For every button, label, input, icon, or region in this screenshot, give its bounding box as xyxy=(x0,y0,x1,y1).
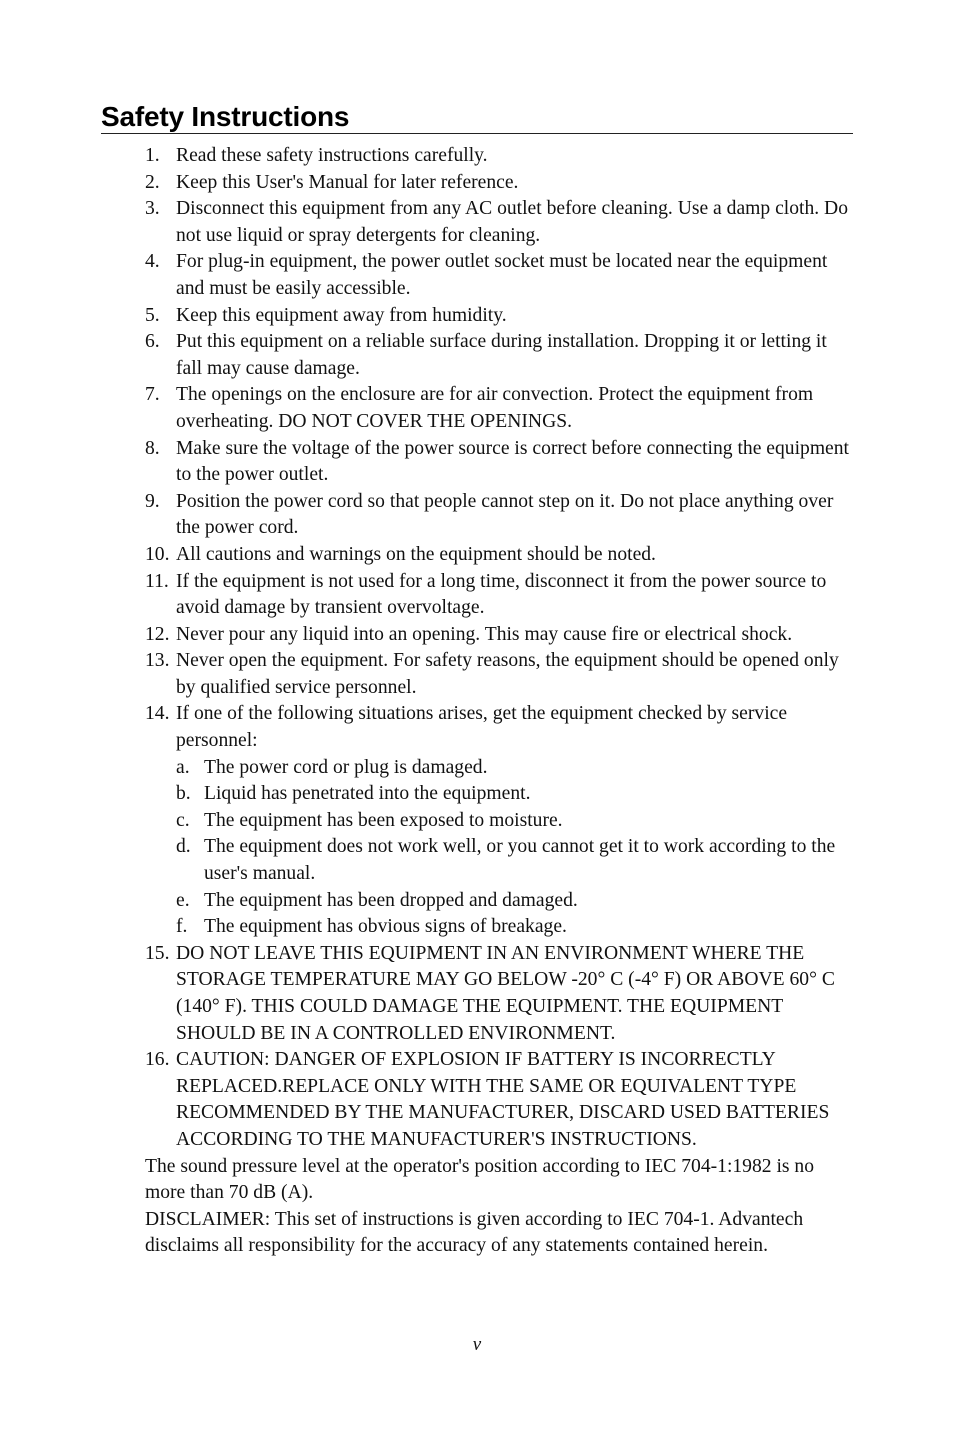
page-title: Safety Instructions xyxy=(101,101,350,132)
sub-item-text: The equipment does not work well, or you cannot get it to work according to the user's manual. xyxy=(204,836,836,885)
list-item xyxy=(145,382,857,435)
item-text: Position the power cord so that people cannot step on it. Do not place anything over the power cord. xyxy=(176,490,834,539)
sub-list-item xyxy=(176,914,857,941)
situation-list xyxy=(176,755,857,941)
item-number: 16. xyxy=(145,1049,170,1071)
item-text: If one of the following situations arises, get the equipment checked by service personnel: xyxy=(176,703,788,752)
item-number: 4. xyxy=(145,251,160,273)
item-text: The openings on the enclosure are for air convection. Protect the equipment from overheating. DO NOT COVER THE OPENINGS. xyxy=(176,384,814,432)
item-number: 10. xyxy=(145,543,170,565)
sub-item-text: Liquid has penetrated into the equipment. xyxy=(204,783,531,805)
item-text: Disconnect this equipment from any AC outlet before cleaning. Use a damp cloth. Do not use liquid or spray detergents for cleaning. xyxy=(176,198,849,246)
item-text: Read these safety instructions carefully. xyxy=(176,145,488,166)
list-item xyxy=(145,648,857,701)
sub-item-letter: f. xyxy=(176,916,188,938)
list-item xyxy=(145,196,857,249)
item-text: All cautions and warnings on the equipment should be noted. xyxy=(176,543,656,565)
item-number: 12. xyxy=(145,623,170,645)
item-number: 1. xyxy=(145,145,160,166)
sub-item-text: The equipment has been exposed to moisture. xyxy=(204,809,563,831)
sub-list-item xyxy=(176,808,857,835)
sub-item-letter: b. xyxy=(176,783,191,805)
sub-item-letter: c. xyxy=(176,809,190,831)
sound-pressure-note: The sound pressure level at the operator's position according to IEC 704-1:1982 is no more than 70 dB (A). xyxy=(145,1155,815,1204)
item-text: If the equipment is not used for a long time, disconnect it from the power source to avoid damage by transient overvoltage. xyxy=(176,570,827,619)
item-number: 5. xyxy=(145,304,160,326)
item-text: For plug-in equipment, the power outlet socket must be located near the equipment and must be easily accessible. xyxy=(176,251,828,299)
list-item xyxy=(145,329,857,382)
sub-item-letter: e. xyxy=(176,889,190,911)
item-number: 3. xyxy=(145,198,160,220)
page-number: v xyxy=(472,1334,482,1355)
sub-list-item xyxy=(176,834,857,887)
list-item xyxy=(145,941,857,1047)
item-number: 13. xyxy=(145,650,170,672)
list-item xyxy=(145,701,857,940)
item-number: 15. xyxy=(145,942,170,964)
item-number: 9. xyxy=(145,490,160,512)
item-text: Keep this User's Manual for later reference. xyxy=(176,171,519,193)
list-item xyxy=(145,143,857,170)
disclaimer-paragraph: DISCLAIMER: This set of instructions is given according to IEC 704-1. Advantech disclaims all responsibility for the accuracy of any statements contained herein. xyxy=(145,1208,804,1257)
item-text: Never pour any liquid into an opening. This may cause fire or electrical shock. xyxy=(176,623,793,645)
item-number: 7. xyxy=(145,384,160,406)
item-text: Make sure the voltage of the power source is correct before connecting the equipment to the power outlet. xyxy=(176,437,849,486)
list-item xyxy=(145,249,857,302)
sub-item-text: The power cord or plug is damaged. xyxy=(204,756,488,778)
sub-list-item xyxy=(176,888,857,915)
item-number: 2. xyxy=(145,171,160,193)
list-item xyxy=(145,542,857,569)
section-heading xyxy=(101,100,853,134)
list-item xyxy=(145,436,857,489)
list-item xyxy=(145,489,857,542)
list-item xyxy=(145,1047,857,1153)
sub-list-item xyxy=(176,781,857,808)
item-number: 8. xyxy=(145,437,160,459)
list-item xyxy=(145,569,857,622)
safety-instruction-list xyxy=(145,143,857,1154)
item-number: 14. xyxy=(145,703,170,725)
sub-list-item xyxy=(176,755,857,782)
sub-item-letter: d. xyxy=(176,836,191,858)
item-number: 6. xyxy=(145,331,160,353)
item-text: CAUTION: DANGER OF EXPLOSION IF BATTERY IS INCORRECTLY REPLACED.REPLACE ONLY WITH THE SAME OR EQUIVALENT TYPE RECOMMENDED BY THE MANUFACTURER, DISCARD USED BATTERIES ACCORDING TO THE MANUFACTURER'S INSTRUCTIONS. xyxy=(176,1049,830,1150)
list-item xyxy=(145,303,857,330)
list-item xyxy=(145,622,857,649)
sub-item-text: The equipment has obvious signs of breakage. xyxy=(204,916,567,938)
item-text: Put this equipment on a reliable surface during installation. Dropping it or letting it fall may cause damage. xyxy=(176,331,827,379)
list-item xyxy=(145,170,857,197)
item-text: Never open the equipment. For safety reasons, the equipment should be opened only by qualified service personnel. xyxy=(176,650,839,698)
item-text: DO NOT LEAVE THIS EQUIPMENT IN AN ENVIRONMENT WHERE THE STORAGE TEMPERATURE MAY GO BELOW -20° C (-4° F) OR ABOVE 60° C (140° F). THIS COULD DAMAGE THE EQUIPMENT. THE EQUIPMENT SHOULD BE IN A CONTROLLED ENVIRONMENT. xyxy=(176,942,835,1044)
sub-item-letter: a. xyxy=(176,756,190,778)
item-number: 11. xyxy=(145,570,169,592)
sub-item-text: The equipment has been dropped and damaged. xyxy=(204,889,578,911)
document-body xyxy=(145,143,857,1260)
item-text: Keep this equipment away from humidity. xyxy=(176,304,507,326)
